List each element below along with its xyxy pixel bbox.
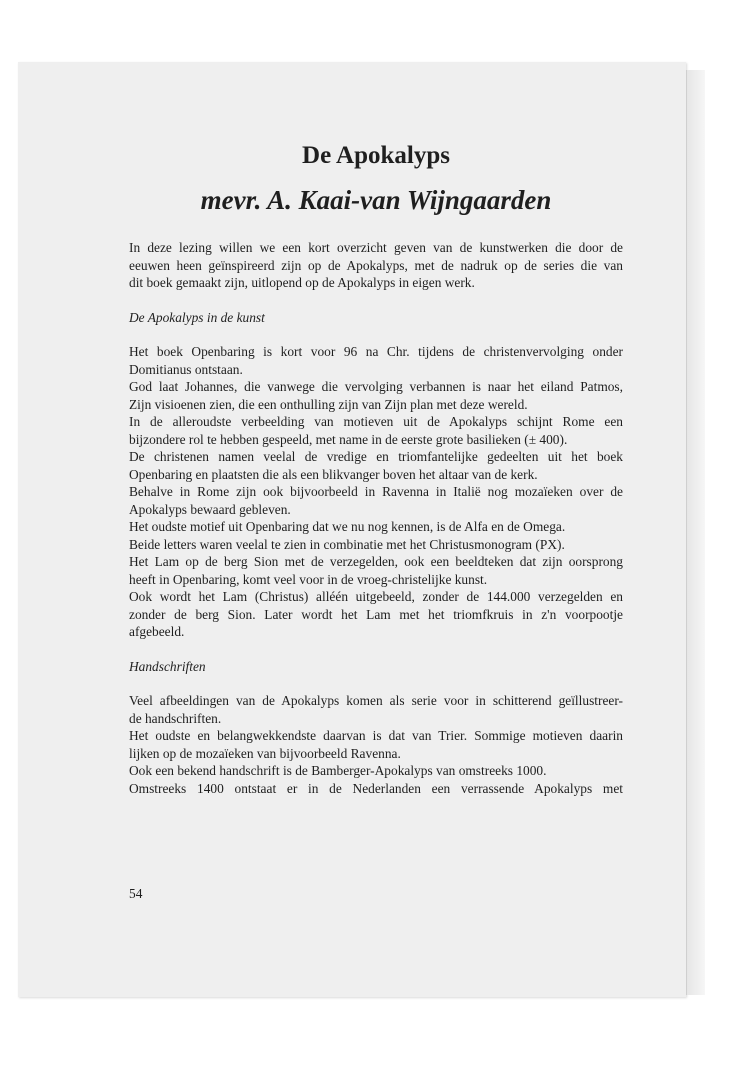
text-line: afgebeeld. [129,624,185,639]
page-edge [686,70,705,995]
intro-line: dit boek gemaakt zijn, uitlopend op de Apokalyps in eigen werk. [129,275,475,290]
text-line: Zijn visioenen zien, die een onthulling zijn van Zijn plan met deze wereld. [129,396,528,412]
section-heading: De Apokalyps in de kunst [129,309,265,325]
text-line: Ook wordt het Lam (Christus) alléén uitgebeeld, zonder de 144.000 verzegelden en [129,589,623,604]
text-line: Omstreeks 1400 ontstaat er in de Nederlanden een verrassende Apokalyps met [129,780,623,796]
intro-paragraph [129,239,623,292]
text-line: heeft in Openbaring, komt veel voor in de vroeg-christelijke kunst. [129,571,488,587]
page-number: 54 [129,886,143,901]
section1-body [129,343,623,641]
text-line: Domitianus ontstaan. [129,361,243,377]
text-line: Beide letters waren veelal te zien in combinatie met het Christusmonogram (PX). [129,536,565,552]
page-content [129,141,623,797]
text-line: zonder de berg Sion. Later wordt het Lam met het triomfkruis in z'n voorpootje [129,606,623,622]
text-line: Het boek Openbaring is kort voor 96 na Chr. tijdens de christenvervolging onder [129,344,623,359]
page-title: De Apokalyps [302,142,450,169]
text-line: Behalve in Rome zijn ook bijvoorbeeld in Ravenna in Italië nog mozaïeken over de [129,484,623,499]
section-heading: Handschriften [129,658,206,674]
text-line: Ook een bekend handschrift is de Bamberger-Apokalyps van omstreeks 1000. [129,763,547,778]
text-line: Het oudste en belangwekkendste daarvan is dat van Trier. Sommige motieven daarin [129,728,623,743]
text-line: De christenen namen veelal de vredige en triomfantelijke gedeelten uit het boek [129,449,623,464]
section2-body [129,692,623,797]
text-line: Het oudste motief uit Openbaring dat we nu nog kennen, is de Alfa en de Omega. [129,519,566,534]
text-line: Openbaring en plaatsten die als een blikvanger boven het altaar van de kerk. [129,466,538,482]
intro-line: eeuwen heen geïnspireerd zijn op de Apokalyps, met de nadruk op de series die van [129,257,623,273]
text-line: In de alleroudste verbeelding van motieven uit de Apokalyps schijnt Rome een [129,414,623,429]
text-line: de handschriften. [129,710,222,726]
author: mevr. A. Kaai-van Wijngaarden [200,185,552,215]
text-line: lijken op de mozaïeken van bijvoorbeeld Ravenna. [129,745,401,761]
text-line: Het Lam op de berg Sion met de verzegelden, ook een beeldteken dat zijn oorsprong [129,554,623,569]
text-line: bijzondere rol te hebben gespeeld, met name in de eerste grote basilieken (± 400). [129,431,568,447]
text-line: Veel afbeeldingen van de Apokalyps komen als serie voor in schitterend geïllustreer- [129,693,623,708]
intro-line: In deze lezing willen we een kort overzicht geven van de kunstwerken die door de [129,240,623,255]
text-line: Apokalyps bewaard gebleven. [129,501,291,517]
text-line: God laat Johannes, die vanwege die vervolging verbannen is naar het eiland Patmos, [129,379,623,394]
